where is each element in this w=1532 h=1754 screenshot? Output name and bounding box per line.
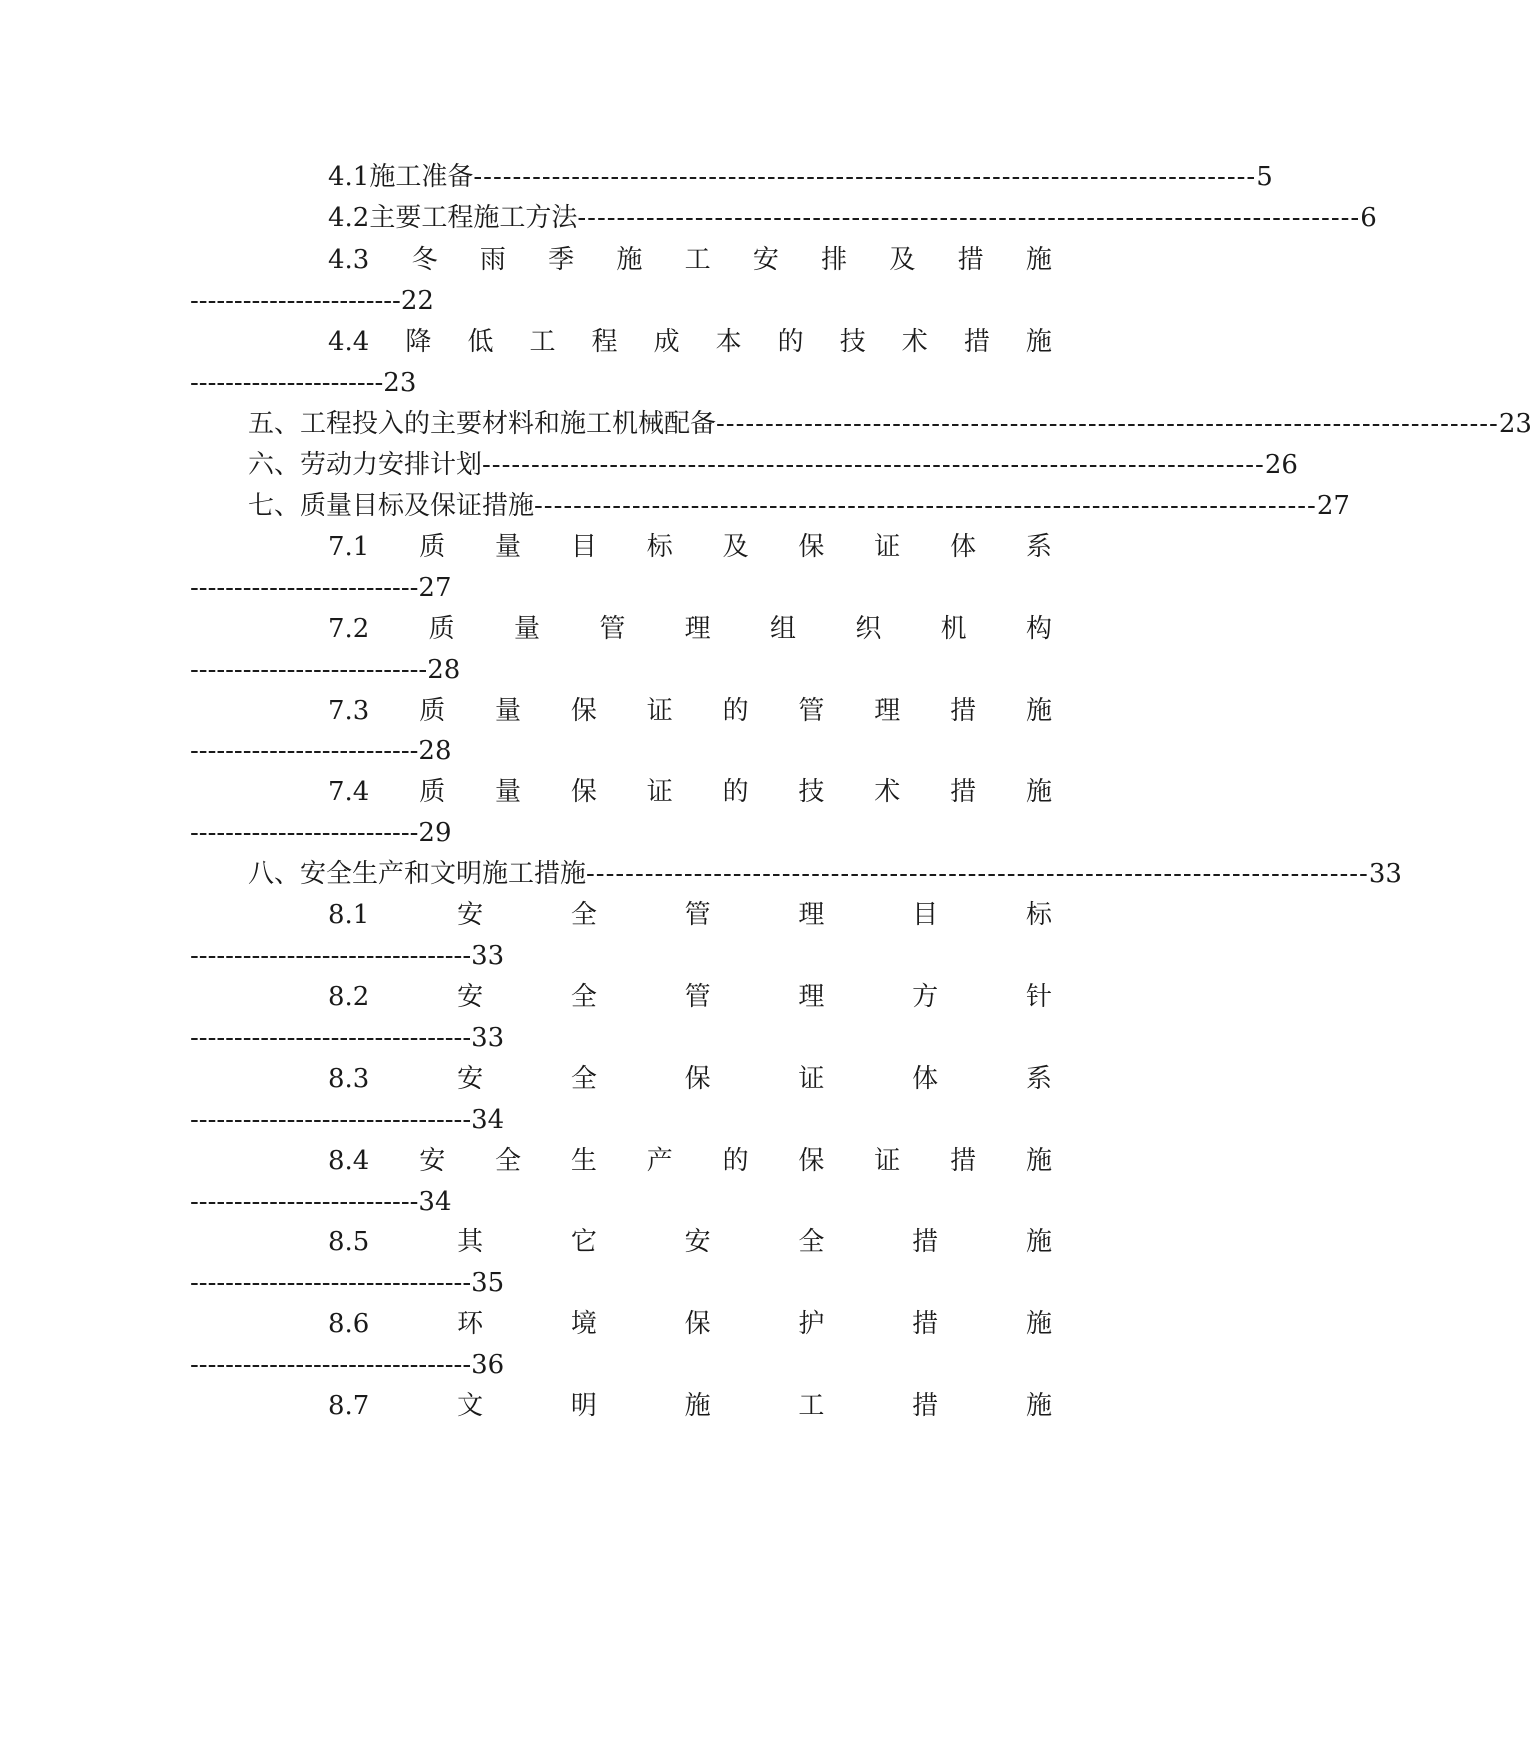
toc-page-number: 36	[471, 1350, 505, 1380]
toc-entry-7-1-continuation[interactable]	[190, 568, 1052, 608]
toc-leader: --------------------------------------------------------------------------------	[482, 450, 1265, 480]
toc-number: 8.2	[328, 982, 370, 1012]
toc-leader: --------------------------------	[190, 1268, 472, 1298]
toc-entry-8-6-continuation[interactable]	[190, 1345, 1052, 1385]
toc-entry-8-7[interactable]: 8.7 文 明 施 工 措 施	[328, 1386, 1052, 1426]
toc-entry-4-2[interactable]	[328, 198, 1377, 238]
toc-leader: --------------------------	[190, 1187, 419, 1217]
toc-leader: --------------------------------------------------------------------------------	[534, 491, 1317, 521]
toc-leader: --------------------------------------------------------------------------------	[473, 162, 1257, 192]
toc-number: 8.1	[328, 900, 370, 930]
toc-entry-4-1[interactable]	[328, 157, 1273, 197]
toc-leader: --------------------------	[190, 736, 419, 766]
toc-page-number: 33	[1368, 859, 1402, 889]
toc-title: 五、工程投入的主要材料和施工机械配备	[248, 409, 717, 439]
toc-chapter-8[interactable]	[248, 854, 1402, 894]
toc-number: 8.5	[328, 1227, 370, 1257]
toc-entry-7-2[interactable]: 7.2 质 量 管 理 组 织 机 构	[328, 609, 1052, 649]
toc-number: 8.6	[328, 1309, 370, 1339]
toc-entry-8-3[interactable]: 8.3 安 全 保 证 体 系	[328, 1059, 1052, 1099]
toc-leader: ------------------------	[190, 286, 401, 316]
toc-entry-7-4[interactable]: 7.4 质 量 保 证 的 技 术 措 施	[328, 772, 1052, 812]
toc-entry-8-1[interactable]: 8.1 安 全 管 理 目 标	[328, 895, 1052, 935]
toc-title: 施工准备	[369, 162, 474, 192]
toc-page-number: 34	[471, 1105, 505, 1135]
toc-page-number: 35	[471, 1268, 505, 1298]
toc-number: 8.4	[328, 1146, 370, 1176]
toc-leader: --------------------------------------------------------------------------------	[716, 409, 1499, 439]
toc-leader: --------------------------------	[190, 1105, 472, 1135]
toc-page-number: 29	[418, 818, 452, 848]
toc-title: 八、安全生产和文明施工措施	[248, 859, 587, 889]
toc-title: 主要工程施工方法	[369, 203, 578, 233]
toc-number: 7.2	[328, 614, 370, 644]
toc-page-number: 22	[400, 286, 434, 316]
toc-number: 8.7	[328, 1391, 370, 1421]
toc-number: 4.1	[328, 162, 370, 192]
toc-chapter-6[interactable]	[248, 445, 1298, 485]
toc-number: 4.4	[328, 327, 370, 357]
toc-leader: --------------------------------------------------------------------------------	[586, 859, 1369, 889]
toc-entry-7-1[interactable]: 7.1 质 量 目 标 及 保 证 体 系	[328, 527, 1052, 567]
toc-entry-7-3[interactable]: 7.3 质 量 保 证 的 管 理 措 施	[328, 691, 1052, 731]
toc-leader: --------------------------	[190, 573, 419, 603]
toc-page-number: 26	[1264, 450, 1298, 480]
toc-page-number: 28	[427, 655, 461, 685]
toc-entry-4-4-continuation[interactable]	[190, 363, 1052, 403]
toc-title: 六、劳动力安排计划	[248, 450, 483, 480]
toc-number: 7.1	[328, 532, 370, 562]
toc-entry-7-4-continuation[interactable]	[190, 813, 1052, 853]
toc-entry-8-4-continuation[interactable]	[190, 1182, 1052, 1222]
toc-page-number: 6	[1360, 203, 1377, 233]
toc-page-number: 23	[1498, 409, 1532, 439]
toc-entry-8-2[interactable]: 8.2 安 全 管 理 方 针	[328, 977, 1052, 1017]
toc-leader: ----------------------	[190, 368, 384, 398]
toc-entry-4-3[interactable]: 4.3 冬 雨 季 施 工 安 排 及 措 施	[328, 240, 1052, 280]
toc-title: 七、质量目标及保证措施	[248, 491, 535, 521]
toc-page-number: 27	[418, 573, 452, 603]
toc-entry-4-4[interactable]: 4.4 降 低 工 程 成 本 的 技 术 措 施	[328, 322, 1052, 362]
toc-page-number: 34	[418, 1187, 452, 1217]
toc-leader: --------------------------	[190, 818, 419, 848]
toc-entry-7-2-continuation[interactable]	[190, 650, 1052, 690]
toc-page-number: 23	[383, 368, 417, 398]
toc-entry-8-5[interactable]: 8.5 其 它 安 全 措 施	[328, 1222, 1052, 1262]
toc-page-number: 33	[471, 1023, 505, 1053]
toc-leader: --------------------------------	[190, 941, 472, 971]
toc-chapter-5[interactable]	[248, 404, 1532, 444]
toc-leader: ---------------------------	[190, 655, 428, 685]
toc-entry-8-4[interactable]: 8.4 安 全 生 产 的 保 证 措 施	[328, 1141, 1052, 1181]
toc-page-number: 5	[1256, 162, 1273, 192]
toc-leader: --------------------------------	[190, 1023, 472, 1053]
toc-entry-7-3-continuation[interactable]	[190, 731, 1052, 771]
toc-number: 4.2	[328, 203, 370, 233]
toc-entry-8-3-continuation[interactable]	[190, 1100, 1052, 1140]
toc-page-number: 27	[1316, 491, 1350, 521]
toc-page-number: 28	[418, 736, 452, 766]
toc-leader: --------------------------------	[190, 1350, 472, 1380]
toc-page-number: 33	[471, 941, 505, 971]
toc-number: 7.4	[328, 777, 370, 807]
toc-entry-4-3-continuation[interactable]	[190, 281, 1052, 321]
toc-number: 4.3	[328, 245, 370, 275]
toc-number: 7.3	[328, 696, 370, 726]
toc-number: 8.3	[328, 1064, 370, 1094]
toc-entry-8-6[interactable]: 8.6 环 境 保 护 措 施	[328, 1304, 1052, 1344]
toc-chapter-7[interactable]	[248, 486, 1350, 526]
toc-entry-8-1-continuation[interactable]	[190, 936, 1052, 976]
toc-entry-8-5-continuation[interactable]	[190, 1263, 1052, 1303]
toc-leader: --------------------------------------------------------------------------------	[577, 203, 1361, 233]
toc-entry-8-2-continuation[interactable]	[190, 1018, 1052, 1058]
